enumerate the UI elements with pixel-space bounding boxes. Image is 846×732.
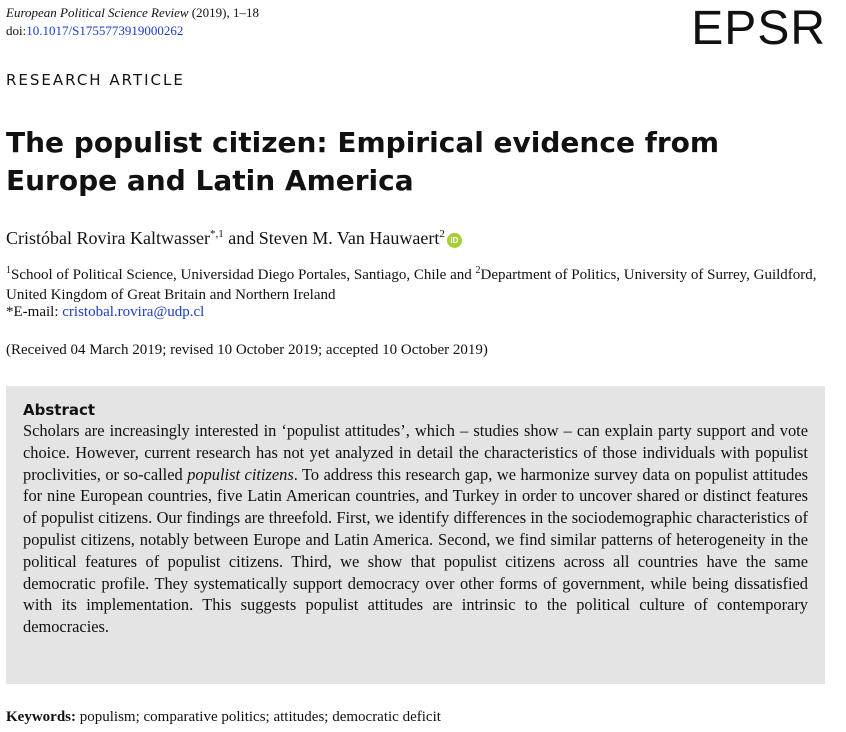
keywords-value: populism; comparative politics; attitudes; democratic deficit: [76, 709, 441, 725]
orcid-icon[interactable]: iD: [447, 233, 462, 248]
abstract-box: [6, 386, 825, 684]
abstract-heading: Abstract: [23, 401, 96, 419]
journal-citation: [6, 4, 259, 22]
affiliation-1: School of Political Science, Universidad Diego Portales, Santiago, Chile and: [11, 267, 476, 283]
author-name: Cristóbal Rovira Kaltwasser: [6, 228, 210, 248]
doi-prefix: doi:: [6, 23, 27, 38]
journal-name: European Political Science Review: [6, 5, 189, 20]
abstract-text-part: Scholars are increasingly interested in ‘populist attitudes’, which – studies show – can explain party support and vote choice. However, current research has not yet analyzed in detail the characteristics of those individuals with populist proclivities, or so-called: [23, 421, 808, 484]
abstract-emphasis: populist citizens: [187, 464, 294, 484]
email-link[interactable]: cristobal.rovira@udp.cl: [62, 304, 205, 320]
corresponding-email: [6, 302, 204, 322]
keywords: [6, 707, 441, 727]
doi-link[interactable]: 10.1017/S1755773919000262: [26, 23, 184, 38]
affiliation-marker: 1: [6, 265, 11, 276]
abstract-text-part: . To address this research gap, we harmonize survey data on populist attitudes for nine European countries, five Latin American countries, and Turkey in order to uncover shared or distinct features of populist citizens. Our findings are threefold. First, we identify differences in the sociodemographic characteristics of populist citizens, notably between Europe and Latin America. Second, we find similar patterns of heterogeneity in the political features of populist citizens. Third, we show that populist citizens across all countries have the same democratic profile. They systematically support democracy over other forms of government, while being dissatisfied with its implementation. This suggests populist attitudes are intrinsic to the political culture of contemporary democracies.: [23, 464, 808, 637]
article-type: RESEARCH ARTICLE: [6, 71, 185, 89]
email-label: *E-mail:: [6, 304, 63, 320]
affiliation-marker: 2: [475, 265, 481, 276]
abstract-text: [23, 420, 808, 638]
doi-line: [6, 22, 183, 40]
journal-logo: EPSR: [691, 2, 826, 55]
journal-info: (2019), 1–18: [188, 5, 259, 20]
received-dates: (Received 04 March 2019; revised 10 October 2019; accepted 10 October 2019): [6, 342, 488, 358]
author-marker: 2: [439, 228, 445, 240]
keywords-label: Keywords:: [6, 709, 76, 725]
affiliations: [6, 261, 836, 305]
author-connector: and: [223, 228, 259, 248]
author-name: Steven M. Van Hauwaert: [258, 228, 440, 248]
author-list: [6, 222, 462, 250]
affiliation-2: Department of Politics, University of Surrey, Guildford, United Kingdom of Great Britain and Northern Ireland: [6, 267, 817, 303]
author-marker: *,1: [209, 228, 224, 240]
article-title: The populist citizen: Empirical evidence from Europe and Latin America: [6, 126, 720, 197]
